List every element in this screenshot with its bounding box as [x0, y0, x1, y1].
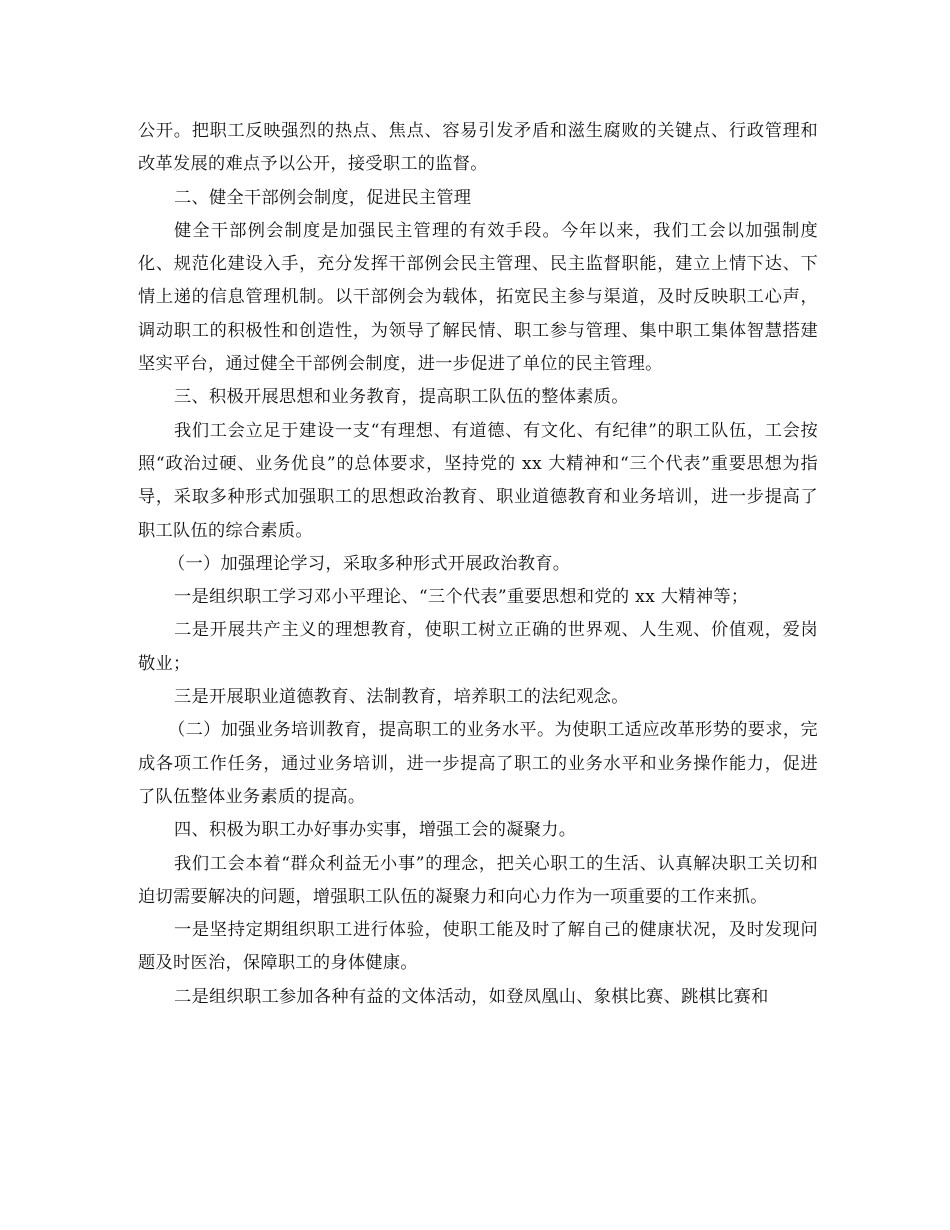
list-item: 二是组织职工参加各种有益的文体活动，如登凤凰山、象棋比赛、跳棋比赛和	[174, 986, 769, 1007]
section-heading: 二、健全干部例会制度，促进民主管理	[174, 187, 472, 208]
subsection-heading: （一）加强理论学习，采取多种形式开展政治教育。	[168, 553, 571, 574]
section-heading: 三、积极开展思想和业务教育，提高职工队伍的整体素质。	[174, 387, 629, 408]
paragraph: 健全干部例会制度是加强民主管理的有效手段。今年以来，我们工会以加强制度化、规范化建设入手，充分发挥干部例会民主管理、民主监督职能，建立上情下达、下情上递的信息管理机制。以干部例会为载体，拓宽民主参与渠道，及时反映职工心声，调动职工的积极性和创造性，为领导了解民情、职工参与管理、集中职工集体智慧搭建坚实平台，通过健全干部例会制度，进一步促进了单位的民主管理。	[138, 220, 818, 375]
paragraph: 公开。把职工反映强烈的热点、焦点、容易引发矛盾和滋生腐败的关键点、行政管理和改革发展的难点予以公开，接受职工的监督。	[138, 121, 818, 175]
section-heading: 四、积极为职工办好事办实事，增强工会的凝聚力。	[174, 820, 577, 841]
paragraph: （二）加强业务培训教育，提高职工的业务水平。为使职工适应改革形势的要求，完成各项工作任务，通过业务培训，进一步提高了职工的业务水平和业务操作能力，促进了队伍整体业务素质的提高。	[138, 720, 818, 807]
list-item: 二是开展共产主义的理想教育，使职工树立正确的世界观、人生观、价值观，爱岗敬业；	[138, 620, 818, 674]
paragraph: 我们工会本着“群众利益无小事”的理念，把关心职工的生活、认真解决职工关切和迫切需要解决的问题，增强职工队伍的凝聚力和向心力作为一项重要的工作来抓。	[138, 853, 818, 907]
list-item: 一是坚持定期组织职工进行体验，使职工能及时了解自己的健康状况，及时发现问题及时医治，保障职工的身体健康。	[138, 920, 818, 974]
list-item: 三是开展职业道德教育、法制教育，培养职工的法纪观念。	[174, 687, 629, 708]
paragraph: 我们工会立足于建设一支“有理想、有道德、有文化、有纪律”的职工队伍，工会按照“政治过硬、业务优良”的总体要求，坚持党的 xx 大精神和“三个代表”重要思想为指导，采取多种形式加强职工的思想政治教育、职业道德教育和业务培训，进一步提高了职工队伍的综合素质。	[138, 420, 818, 541]
list-item: 一是组织职工学习邓小平理论、“三个代表”重要思想和党的 xx 大精神等；	[174, 587, 749, 608]
document-body	[138, 115, 818, 1014]
